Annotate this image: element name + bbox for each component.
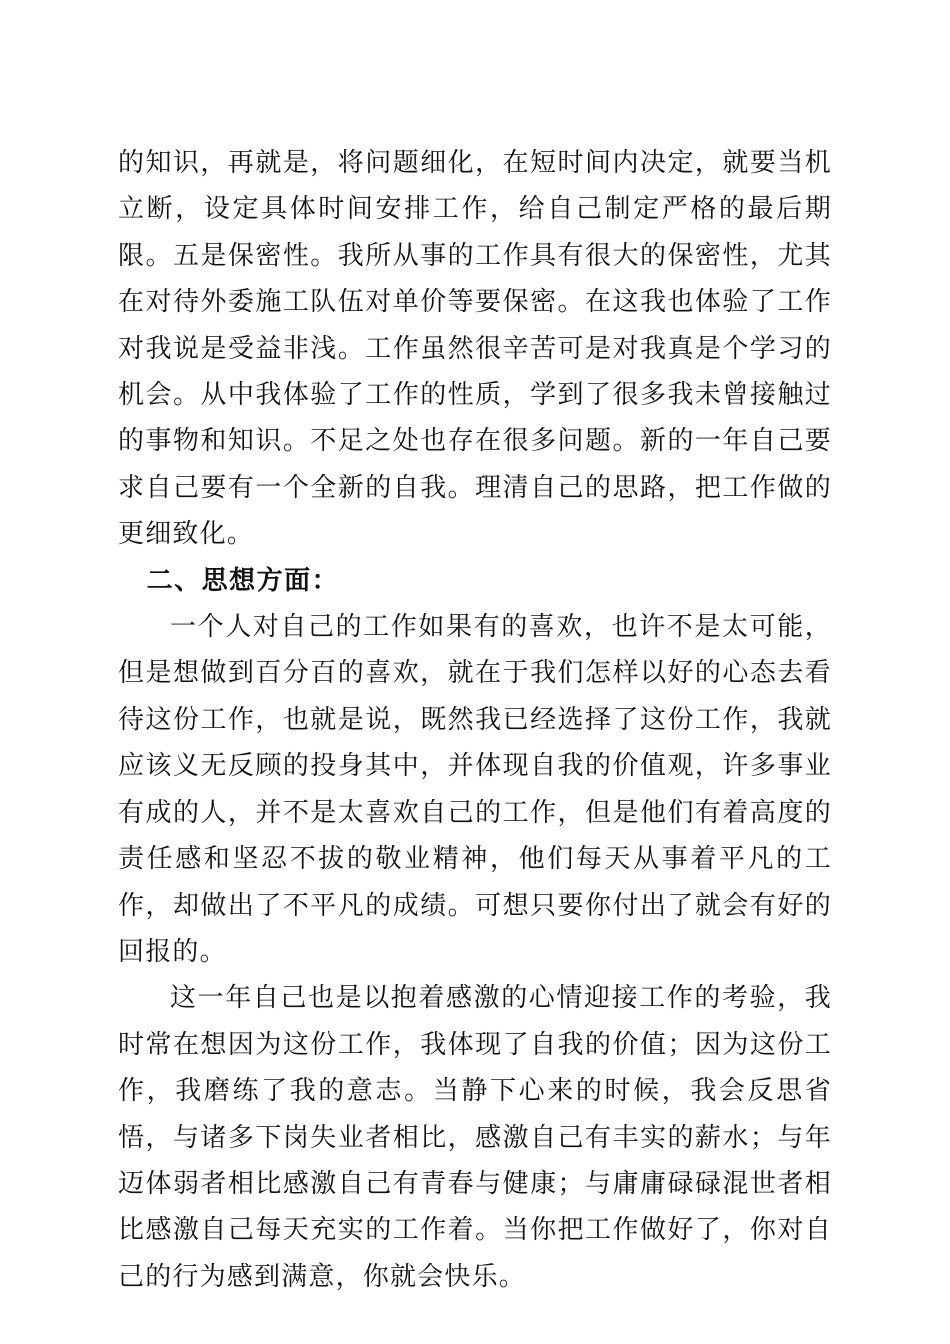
body-paragraph-3: 这一年自己也是以抱着感激的心情迎接工作的考验，我时常在想因为这份工作，我体现了自我的价值；因为这份工作，我磨练了我的意志。当静下心来的时候，我会反思省悟，与诸多下岗失业者相比，感激自己有丰实的薪水；与年迈体弱者相比感激自己有青春与健康；与庸庸碌碌混世者相比感激自己每天充实的工作着。当你把工作做好了，你对自己的行为感到满意，你就会快乐。 [118,983,832,1292]
document-page [118,140,832,1300]
continued-paragraph: 的知识，再就是，将问题细化，在短时间内决定，就要当机立断，设定具体时间安排工作，给自己制定严格的最后期限。五是保密性。我所从事的工作具有很大的保密性，尤其在对待外委施工队伍对单价等要保密。在这我也体验了工作对我说是受益非浅。工作虽然很辛苦可是对我真是个学习的机会。从中我体验了工作的性质，学到了很多我未曾接触过的事物和知识。不足之处也存在很多问题。新的一年自己要求自己要有一个全新的自我。理清自己的思路，把工作做的更细致化。 [118,148,832,550]
section-heading: 二、思想方面： [146,565,340,596]
body-paragraph-2: 一个人对自己的工作如果有的喜欢，也许不是太可能，但是想做到百分百的喜欢，就在于我们怎样以好的心态去看待这份工作，也就是说，既然我已经选择了这份工作，我就应该义无反顾的投身其中，并体现自我的价值观，许多事业有成的人，并不是太喜欢自己的工作，但是他们有着高度的责任感和坚忍不拔的敬业精神，他们每天从事着平凡的工作，却做出了不平凡的成绩。可想只要你付出了就会有好的回报的。 [118,612,832,967]
